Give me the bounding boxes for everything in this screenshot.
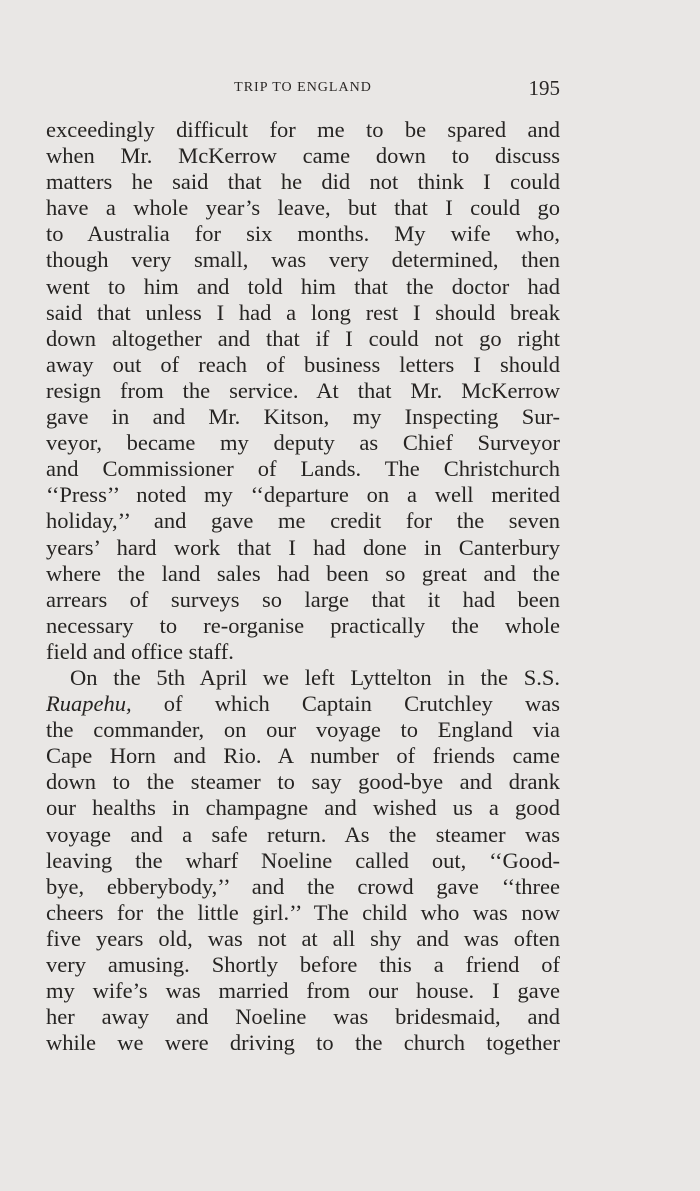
text-line: the commander, on our voyage to England via	[46, 717, 560, 743]
text-line: gave in and Mr. Kitson, my Inspecting Sur-	[46, 404, 560, 430]
text-line: said that unless I had a long rest I should break	[46, 299, 560, 325]
text-line: exceedingly difficult for me to be spared and	[46, 117, 560, 142]
text-line: arrears of surveys so large that it had been	[46, 586, 560, 612]
text-line: down to the steamer to say good-bye and drank	[46, 769, 560, 795]
text-line	[46, 691, 560, 717]
text-line: holiday,’’ and gave me credit for the seven	[46, 508, 560, 534]
text-span: of which Captain Crutchley was	[131, 691, 560, 717]
text-line: down altogether and that if I could not go right	[46, 325, 560, 351]
text-line: and Commissioner of Lands. The Christchurch	[46, 456, 560, 482]
text-line: though very small, was very determined, then	[46, 247, 560, 273]
text-line: our healths in champagne and wished us a good	[46, 795, 560, 821]
text-line: very amusing. Shortly before this a friend of	[46, 952, 560, 977]
paragraph-2	[46, 665, 560, 1056]
text-line: field and office staff.	[46, 638, 234, 664]
text-line: resign from the service. At that Mr. McKerrow	[46, 377, 560, 403]
text-line: Cape Horn and Rio. A number of friends came	[46, 743, 560, 769]
text-line: years’ hard work that I had done in Canterbury	[46, 534, 560, 560]
text-line: ‘‘Press’’ noted my ‘‘departure on a well merited	[46, 482, 560, 508]
page-number: 195	[528, 76, 560, 100]
ship-name: Ruapehu,	[46, 691, 132, 717]
text-line: her away and Noeline was bridesmaid, and	[46, 1004, 560, 1030]
text-line: On the 5th April we left Lyttelton in the S.S.	[70, 664, 560, 690]
text-line: voyage and a safe return. As the steamer was	[46, 821, 560, 847]
text-line: veyor, became my deputy as Chief Surveyor	[46, 430, 560, 456]
running-head	[46, 76, 560, 102]
body-text	[46, 117, 560, 1056]
text-line: have a whole year’s leave, but that I could go	[46, 195, 560, 221]
paragraph-1	[46, 117, 560, 665]
text-line: my wife’s was married from our house. I gave	[46, 978, 560, 1004]
text-line: when Mr. McKerrow came down to discuss	[46, 143, 560, 169]
text-line: cheers for the little girl.’’ The child who was now	[46, 899, 560, 925]
text-line: five years old, was not at all shy and was often	[46, 925, 560, 951]
text-line: went to him and told him that the doctor had	[46, 273, 560, 299]
text-line: away out of reach of business letters I should	[46, 351, 560, 377]
text-line: leaving the wharf Noeline called out, ‘‘Good-	[46, 847, 560, 873]
text-line: matters he said that he did not think I could	[46, 169, 560, 195]
text-line: necessary to re-organise practically the whole	[46, 612, 560, 638]
text-line: while we were driving to the church together	[46, 1030, 560, 1056]
text-line: where the land sales had been so great and the	[46, 560, 560, 586]
text-line: bye, ebberybody,’’ and the crowd gave ‘‘three	[46, 873, 560, 899]
text-line: to Australia for six months. My wife who,	[46, 221, 560, 247]
running-title: TRIP TO ENGLAND	[234, 80, 372, 95]
